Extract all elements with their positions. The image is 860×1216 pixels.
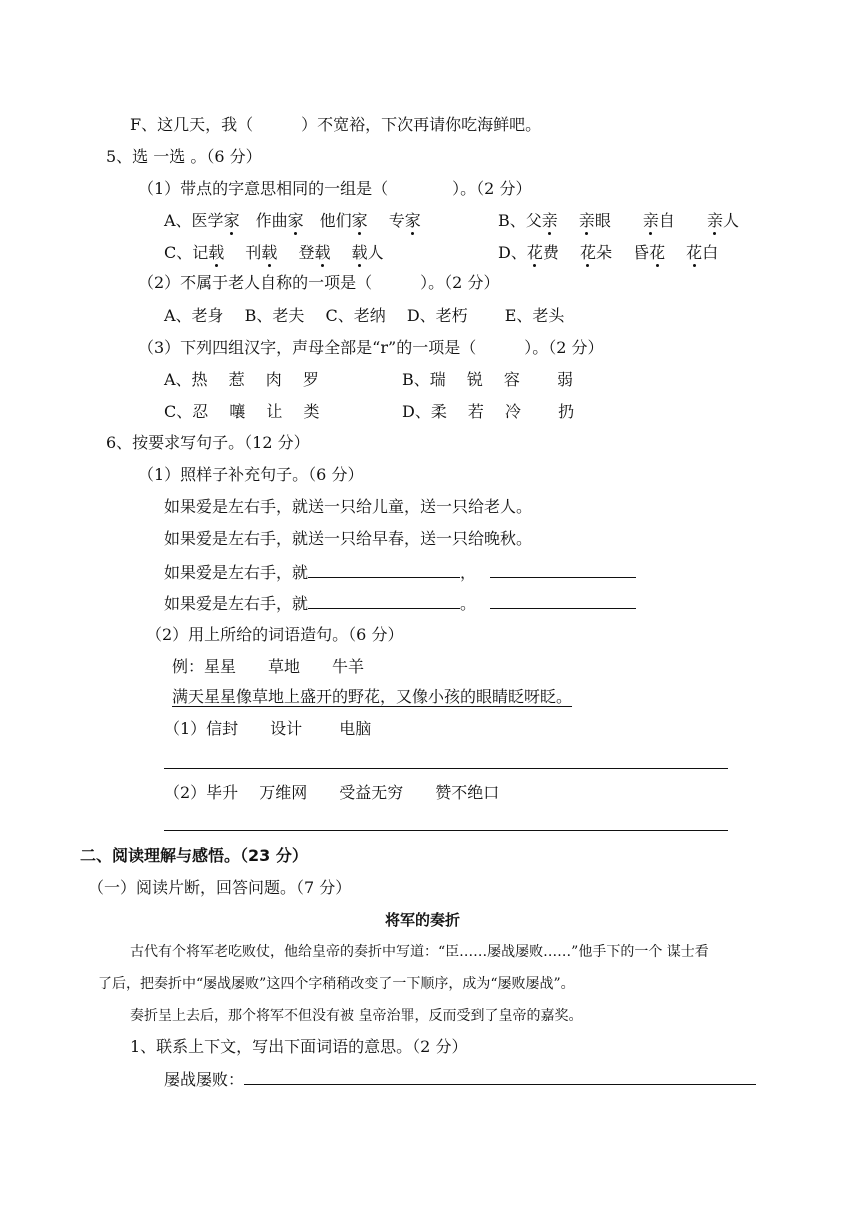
option-text: 眼 xyxy=(594,211,643,230)
q5-3-option-a: A、热 惹 肉 罗 xyxy=(164,370,319,389)
dotted-char: 花 xyxy=(579,243,596,262)
q6-1-line-3-prefix: 如果爱是左右手，就 xyxy=(164,563,309,582)
q6-2-example-words: 例：星星 草地 牛羊 xyxy=(172,657,365,676)
dotted-char: 家 xyxy=(404,211,421,230)
question-6-1: （1）照样子补充句子。（6 分） xyxy=(138,465,364,484)
period: 。 xyxy=(460,594,477,613)
answer-blank[interactable] xyxy=(490,592,636,609)
reading-question-1: 1、联系上下文，写出下面词语的意思。（2 分） xyxy=(130,1037,468,1056)
q6-2-item-2: （2）毕升 万维网 受益无穷 赞不绝口 xyxy=(164,783,500,802)
q5-3-option-b: B、瑞 锐 容 弱 xyxy=(402,370,574,389)
q1-answer-row xyxy=(164,1068,756,1091)
question-5-3: （3）下列四组汉字，声母全部是“r”的一项是（ ）。（2 分） xyxy=(138,338,604,357)
q5-3-option-c: C、忍 嚷 让 类 xyxy=(164,402,320,421)
option-text: B、父 xyxy=(498,211,542,230)
passage-paragraph-1-line-1: 古代有个将军老吃败仗，他给皇帝的奏折中写道：“臣……屡战屡败……”他手下的一个 谋士看 xyxy=(130,944,709,960)
option-text: 登 xyxy=(277,243,315,262)
section-2-part-1: （一）阅读片断，回答问题。（7 分） xyxy=(88,878,352,897)
answer-line-1[interactable] xyxy=(164,768,728,769)
q6-1-fill-line-2 xyxy=(164,592,636,615)
q5-1-option-d xyxy=(498,242,718,264)
q5-1-option-b xyxy=(498,210,739,232)
question-6-2: （2）用上所给的词语造句。（6 分） xyxy=(146,625,404,644)
option-text: 人 xyxy=(722,211,739,230)
dotted-char: 亲 xyxy=(706,211,723,230)
dotted-char: 载 xyxy=(208,243,225,262)
dotted-char: 花 xyxy=(526,243,543,262)
dotted-char: 家 xyxy=(351,211,368,230)
option-text: 人 xyxy=(367,243,384,262)
q5-2-options: A、老身 B、老夫 C、老纳 D、老朽 E、老头 xyxy=(164,306,565,325)
option-text: 费 xyxy=(542,243,580,262)
option-text: 自 xyxy=(658,211,707,230)
answer-blank[interactable] xyxy=(244,1068,756,1085)
option-text: 作曲 xyxy=(239,211,288,230)
q5-3-option-d: D、柔 若 冷 扔 xyxy=(402,402,575,421)
option-text xyxy=(330,243,351,262)
answer-blank[interactable] xyxy=(308,592,460,609)
question-f-line: F、这几天，我（ ）不宽裕，下次再请你吃海鲜吧。 xyxy=(130,115,542,134)
dotted-char: 载 xyxy=(314,243,331,262)
dotted-char: 花 xyxy=(686,243,703,262)
question-5-1: （1）带点的字意思相同的一组是（ ）。（2 分） xyxy=(138,179,532,198)
q6-1-line-4-prefix: 如果爱是左右手，就 xyxy=(164,594,309,613)
comma: ， xyxy=(460,563,477,582)
option-text: C、记 xyxy=(164,243,209,262)
dotted-char: 家 xyxy=(287,211,304,230)
question-6-title: 6、按要求写句子。（12 分） xyxy=(106,433,310,452)
q1-term: 屡战屡败： xyxy=(164,1070,245,1089)
passage-title: 将军的奏折 xyxy=(385,911,461,929)
passage-paragraph-2: 奏折呈上去后，那个将军不但没有被 皇帝治罪，反而受到了皇帝的嘉奖。 xyxy=(130,1008,583,1024)
option-text: D、 xyxy=(498,243,527,262)
option-text xyxy=(558,211,579,230)
option-text: A、医学 xyxy=(164,211,224,230)
q6-2-example-sentence: 满天星星像草地上盛开的野花，又像小孩的眼睛眨呀眨。 xyxy=(172,687,573,706)
dotted-char: 亲 xyxy=(541,211,558,230)
option-text: 白 xyxy=(702,243,719,262)
q5-1-option-c xyxy=(164,242,384,264)
dotted-char: 家 xyxy=(223,211,240,230)
dotted-char: 载 xyxy=(351,243,368,262)
dotted-char: 花 xyxy=(649,243,666,262)
dotted-char: 载 xyxy=(261,243,278,262)
passage-paragraph-1-line-2: 了后，把奏折中“屡战屡败”这四个字稍稍改变了一下顺序，成为“屡败屡战”。 xyxy=(98,976,575,992)
q5-1-option-a xyxy=(164,210,421,232)
option-text xyxy=(665,243,686,262)
question-5-title: 5、选 一选 。（6 分） xyxy=(106,147,262,166)
question-5-2: （2）不属于老人自称的一项是（ ）。（2 分） xyxy=(138,273,500,292)
answer-line-2[interactable] xyxy=(164,830,728,831)
dotted-char: 亲 xyxy=(578,211,595,230)
answer-blank[interactable] xyxy=(490,561,636,578)
answer-blank[interactable] xyxy=(308,561,460,578)
q6-1-example-2: 如果爱是左右手，就送一只给早春，送一只给晚秋。 xyxy=(164,529,533,548)
option-text: 专 xyxy=(367,211,405,230)
q6-1-example-1: 如果爱是左右手，就送一只给儿童，送一只给老人。 xyxy=(164,497,533,516)
q6-2-item-1: （1）信封 设计 电脑 xyxy=(164,719,372,738)
option-text: 他们 xyxy=(303,211,352,230)
q6-1-fill-line-1 xyxy=(164,561,636,584)
dotted-char: 亲 xyxy=(642,211,659,230)
option-text: 朵 昏 xyxy=(595,243,650,262)
option-text: 刊 xyxy=(224,243,262,262)
section-2-title: 二、阅读理解与感悟。（23 分） xyxy=(80,846,308,865)
